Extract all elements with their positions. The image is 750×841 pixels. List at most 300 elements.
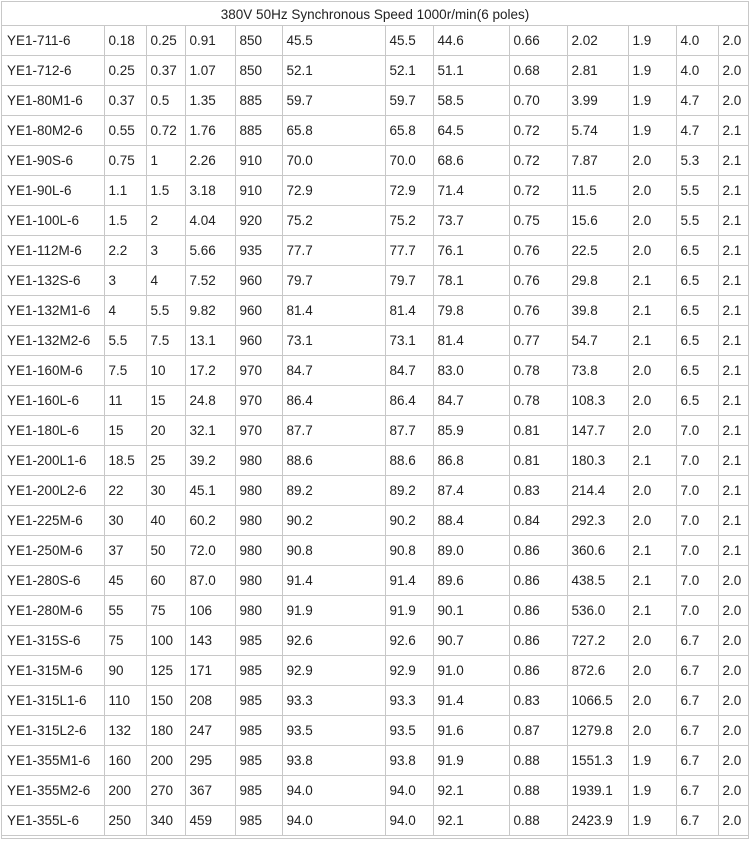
value-cell: 2.0 <box>628 626 676 656</box>
value-cell: 68.6 <box>433 146 509 176</box>
value-cell: 147.7 <box>567 416 628 446</box>
value-cell: 970 <box>235 356 282 386</box>
value-cell: 1.9 <box>628 746 676 776</box>
value-cell: 0.72 <box>146 116 185 146</box>
value-cell: 39.8 <box>567 296 628 326</box>
value-cell: 132 <box>104 716 146 746</box>
value-cell: 2.0 <box>718 746 748 776</box>
table-row <box>2 266 748 296</box>
value-cell: 247 <box>185 716 235 746</box>
value-cell: 0.66 <box>509 26 567 56</box>
model-cell: YE1-132M2-6 <box>2 326 104 356</box>
value-cell: 52.1 <box>385 56 433 86</box>
value-cell: 2.0 <box>718 686 748 716</box>
value-cell: 54.7 <box>567 326 628 356</box>
table-row <box>2 236 748 266</box>
value-cell: 0.72 <box>509 116 567 146</box>
value-cell: 850 <box>235 26 282 56</box>
value-cell: 65.8 <box>385 116 433 146</box>
value-cell: 1.9 <box>628 776 676 806</box>
value-cell: 0.91 <box>185 26 235 56</box>
value-cell: 90.8 <box>282 536 385 566</box>
value-cell: 3.99 <box>567 86 628 116</box>
value-cell: 160 <box>104 746 146 776</box>
value-cell: 93.8 <box>282 746 385 776</box>
value-cell: 7.0 <box>676 416 718 446</box>
value-cell: 0.70 <box>509 86 567 116</box>
value-cell: 75 <box>146 596 185 626</box>
value-cell: 91.4 <box>385 566 433 596</box>
value-cell: 81.4 <box>385 296 433 326</box>
value-cell: 2.1 <box>628 566 676 596</box>
value-cell: 4 <box>146 266 185 296</box>
model-cell: YE1-200L2-6 <box>2 476 104 506</box>
value-cell: 2.26 <box>185 146 235 176</box>
value-cell: 872.6 <box>567 656 628 686</box>
value-cell: 980 <box>235 596 282 626</box>
value-cell: 2.0 <box>628 386 676 416</box>
value-cell: 0.88 <box>509 806 567 836</box>
value-cell: 2.1 <box>718 176 748 206</box>
value-cell: 22 <box>104 476 146 506</box>
value-cell: 6.7 <box>676 716 718 746</box>
value-cell: 2.0 <box>628 476 676 506</box>
value-cell: 25 <box>146 446 185 476</box>
value-cell: 0.75 <box>509 206 567 236</box>
value-cell: 171 <box>185 656 235 686</box>
value-cell: 980 <box>235 506 282 536</box>
table-row <box>2 416 748 446</box>
value-cell: 32.1 <box>185 416 235 446</box>
value-cell: 0.84 <box>509 506 567 536</box>
value-cell: 985 <box>235 716 282 746</box>
value-cell: 93.8 <box>385 746 433 776</box>
value-cell: 90 <box>104 656 146 686</box>
model-cell: YE1-225M-6 <box>2 506 104 536</box>
value-cell: 93.3 <box>385 686 433 716</box>
value-cell: 1551.3 <box>567 746 628 776</box>
value-cell: 980 <box>235 446 282 476</box>
value-cell: 4.04 <box>185 206 235 236</box>
value-cell: 2.1 <box>718 236 748 266</box>
value-cell: 985 <box>235 746 282 776</box>
value-cell: 143 <box>185 626 235 656</box>
value-cell: 125 <box>146 656 185 686</box>
value-cell: 0.55 <box>104 116 146 146</box>
model-cell: YE1-200L1-6 <box>2 446 104 476</box>
value-cell: 91.6 <box>433 716 509 746</box>
value-cell: 0.78 <box>509 356 567 386</box>
value-cell: 910 <box>235 176 282 206</box>
value-cell: 2.0 <box>628 686 676 716</box>
value-cell: 93.5 <box>282 716 385 746</box>
value-cell: 0.83 <box>509 686 567 716</box>
table-row <box>2 356 748 386</box>
value-cell: 885 <box>235 116 282 146</box>
value-cell: 985 <box>235 776 282 806</box>
model-cell: YE1-112M-6 <box>2 236 104 266</box>
value-cell: 87.4 <box>433 476 509 506</box>
value-cell: 45.5 <box>282 26 385 56</box>
value-cell: 7.87 <box>567 146 628 176</box>
value-cell: 87.7 <box>385 416 433 446</box>
value-cell: 1.07 <box>185 56 235 86</box>
value-cell: 2.1 <box>718 476 748 506</box>
value-cell: 459 <box>185 806 235 836</box>
value-cell: 295 <box>185 746 235 776</box>
value-cell: 7.5 <box>104 356 146 386</box>
value-cell: 367 <box>185 776 235 806</box>
value-cell: 70.0 <box>385 146 433 176</box>
value-cell: 6.7 <box>676 626 718 656</box>
value-cell: 250 <box>104 806 146 836</box>
model-cell: YE1-90S-6 <box>2 146 104 176</box>
value-cell: 77.7 <box>385 236 433 266</box>
value-cell: 6.5 <box>676 266 718 296</box>
value-cell: 1.35 <box>185 86 235 116</box>
value-cell: 59.7 <box>385 86 433 116</box>
value-cell: 60 <box>146 566 185 596</box>
value-cell: 29.8 <box>567 266 628 296</box>
model-cell: YE1-80M2-6 <box>2 116 104 146</box>
value-cell: 7.0 <box>676 566 718 596</box>
value-cell: 960 <box>235 266 282 296</box>
table-row <box>2 746 748 776</box>
value-cell: 5.66 <box>185 236 235 266</box>
value-cell: 200 <box>146 746 185 776</box>
value-cell: 65.8 <box>282 116 385 146</box>
value-cell: 91.9 <box>385 596 433 626</box>
value-cell: 910 <box>235 146 282 176</box>
value-cell: 2.1 <box>718 146 748 176</box>
value-cell: 7.0 <box>676 506 718 536</box>
value-cell: 0.37 <box>104 86 146 116</box>
model-cell: YE1-280M-6 <box>2 596 104 626</box>
value-cell: 1939.1 <box>567 776 628 806</box>
model-cell: YE1-712-6 <box>2 56 104 86</box>
table-row <box>2 86 748 116</box>
value-cell: 1066.5 <box>567 686 628 716</box>
value-cell: 0.86 <box>509 596 567 626</box>
value-cell: 75.2 <box>385 206 433 236</box>
value-cell: 7.0 <box>676 476 718 506</box>
value-cell: 11.5 <box>567 176 628 206</box>
value-cell: 91.9 <box>282 596 385 626</box>
value-cell: 40 <box>146 506 185 536</box>
value-cell: 93.5 <box>385 716 433 746</box>
value-cell: 92.6 <box>282 626 385 656</box>
value-cell: 960 <box>235 326 282 356</box>
value-cell: 980 <box>235 566 282 596</box>
value-cell: 2.1 <box>718 266 748 296</box>
value-cell: 1.76 <box>185 116 235 146</box>
value-cell: 1.5 <box>146 176 185 206</box>
value-cell: 84.7 <box>282 356 385 386</box>
model-cell: YE1-355M1-6 <box>2 746 104 776</box>
value-cell: 2.1 <box>628 326 676 356</box>
value-cell: 75 <box>104 626 146 656</box>
value-cell: 90.8 <box>385 536 433 566</box>
value-cell: 84.7 <box>433 386 509 416</box>
value-cell: 73.8 <box>567 356 628 386</box>
model-cell: YE1-80M1-6 <box>2 86 104 116</box>
value-cell: 94.0 <box>282 806 385 836</box>
value-cell: 92.1 <box>433 806 509 836</box>
value-cell: 2.1 <box>718 206 748 236</box>
value-cell: 88.4 <box>433 506 509 536</box>
value-cell: 6.5 <box>676 386 718 416</box>
value-cell: 71.4 <box>433 176 509 206</box>
value-cell: 1.9 <box>628 26 676 56</box>
value-cell: 91.4 <box>433 686 509 716</box>
value-cell: 106 <box>185 596 235 626</box>
value-cell: 980 <box>235 536 282 566</box>
value-cell: 0.88 <box>509 746 567 776</box>
value-cell: 2.1 <box>718 416 748 446</box>
value-cell: 0.81 <box>509 416 567 446</box>
value-cell: 0.76 <box>509 266 567 296</box>
value-cell: 75.2 <box>282 206 385 236</box>
table-row <box>2 656 748 686</box>
value-cell: 850 <box>235 56 282 86</box>
value-cell: 5.3 <box>676 146 718 176</box>
value-cell: 0.77 <box>509 326 567 356</box>
table-row <box>2 446 748 476</box>
value-cell: 270 <box>146 776 185 806</box>
table-row <box>2 536 748 566</box>
value-cell: 970 <box>235 416 282 446</box>
value-cell: 2.0 <box>718 596 748 626</box>
value-cell: 17.2 <box>185 356 235 386</box>
value-cell: 2.1 <box>718 446 748 476</box>
value-cell: 3 <box>104 266 146 296</box>
value-cell: 5.5 <box>146 296 185 326</box>
value-cell: 108.3 <box>567 386 628 416</box>
model-cell: YE1-180L-6 <box>2 416 104 446</box>
model-cell: YE1-315M-6 <box>2 656 104 686</box>
value-cell: 2.1 <box>718 356 748 386</box>
value-cell: 90.2 <box>282 506 385 536</box>
model-cell: YE1-280S-6 <box>2 566 104 596</box>
value-cell: 4.0 <box>676 26 718 56</box>
value-cell: 2.0 <box>718 806 748 836</box>
value-cell: 2.1 <box>718 116 748 146</box>
table-row <box>2 476 748 506</box>
table-row <box>2 116 748 146</box>
value-cell: 0.25 <box>146 26 185 56</box>
value-cell: 92.9 <box>282 656 385 686</box>
value-cell: 60.2 <box>185 506 235 536</box>
spec-sheet <box>1 1 749 839</box>
value-cell: 1.9 <box>628 86 676 116</box>
model-cell: YE1-355L-6 <box>2 806 104 836</box>
value-cell: 2.0 <box>628 416 676 446</box>
table-row <box>2 296 748 326</box>
value-cell: 90.7 <box>433 626 509 656</box>
value-cell: 2.1 <box>718 536 748 566</box>
model-cell: YE1-90L-6 <box>2 176 104 206</box>
value-cell: 340 <box>146 806 185 836</box>
value-cell: 15 <box>104 416 146 446</box>
value-cell: 0.25 <box>104 56 146 86</box>
value-cell: 0.87 <box>509 716 567 746</box>
value-cell: 81.4 <box>282 296 385 326</box>
value-cell: 64.5 <box>433 116 509 146</box>
value-cell: 20 <box>146 416 185 446</box>
value-cell: 30 <box>146 476 185 506</box>
value-cell: 2.81 <box>567 56 628 86</box>
value-cell: 1.9 <box>628 56 676 86</box>
model-cell: YE1-315S-6 <box>2 626 104 656</box>
value-cell: 985 <box>235 806 282 836</box>
model-cell: YE1-355M2-6 <box>2 776 104 806</box>
value-cell: 87.0 <box>185 566 235 596</box>
model-cell: YE1-315L2-6 <box>2 716 104 746</box>
value-cell: 5.74 <box>567 116 628 146</box>
value-cell: 78.1 <box>433 266 509 296</box>
value-cell: 50 <box>146 536 185 566</box>
value-cell: 985 <box>235 686 282 716</box>
value-cell: 985 <box>235 656 282 686</box>
model-cell: YE1-250M-6 <box>2 536 104 566</box>
value-cell: 180 <box>146 716 185 746</box>
value-cell: 1.9 <box>628 116 676 146</box>
value-cell: 91.4 <box>282 566 385 596</box>
table-row <box>2 146 748 176</box>
value-cell: 2.0 <box>718 626 748 656</box>
value-cell: 0.86 <box>509 656 567 686</box>
value-cell: 0.76 <box>509 236 567 266</box>
value-cell: 72.9 <box>282 176 385 206</box>
value-cell: 6.7 <box>676 806 718 836</box>
value-cell: 6.5 <box>676 296 718 326</box>
value-cell: 15 <box>146 386 185 416</box>
value-cell: 2.0 <box>718 656 748 686</box>
value-cell: 0.86 <box>509 536 567 566</box>
value-cell: 7.5 <box>146 326 185 356</box>
value-cell: 3 <box>146 236 185 266</box>
value-cell: 86.4 <box>282 386 385 416</box>
value-cell: 91.9 <box>433 746 509 776</box>
value-cell: 2.0 <box>718 716 748 746</box>
value-cell: 0.75 <box>104 146 146 176</box>
table-row <box>2 806 748 836</box>
value-cell: 18.5 <box>104 446 146 476</box>
value-cell: 44.6 <box>433 26 509 56</box>
value-cell: 5.5 <box>676 176 718 206</box>
value-cell: 208 <box>185 686 235 716</box>
model-cell: YE1-100L-6 <box>2 206 104 236</box>
value-cell: 100 <box>146 626 185 656</box>
value-cell: 7.52 <box>185 266 235 296</box>
value-cell: 79.7 <box>385 266 433 296</box>
value-cell: 94.0 <box>282 776 385 806</box>
value-cell: 93.3 <box>282 686 385 716</box>
model-cell: YE1-160M-6 <box>2 356 104 386</box>
value-cell: 2.0 <box>628 176 676 206</box>
value-cell: 89.2 <box>282 476 385 506</box>
table-row <box>2 596 748 626</box>
motor-spec-table <box>2 26 748 836</box>
value-cell: 6.5 <box>676 326 718 356</box>
value-cell: 86.4 <box>385 386 433 416</box>
value-cell: 89.2 <box>385 476 433 506</box>
value-cell: 2.1 <box>718 506 748 536</box>
value-cell: 0.86 <box>509 566 567 596</box>
table-caption: 380V 50Hz Synchronous Speed 1000r/min(6 poles) <box>2 2 748 26</box>
value-cell: 727.2 <box>567 626 628 656</box>
value-cell: 0.72 <box>509 146 567 176</box>
value-cell: 77.7 <box>282 236 385 266</box>
value-cell: 2 <box>146 206 185 236</box>
value-cell: 6.7 <box>676 776 718 806</box>
value-cell: 180.3 <box>567 446 628 476</box>
value-cell: 970 <box>235 386 282 416</box>
value-cell: 2.2 <box>104 236 146 266</box>
value-cell: 2.1 <box>628 266 676 296</box>
value-cell: 91.0 <box>433 656 509 686</box>
model-cell: YE1-315L1-6 <box>2 686 104 716</box>
value-cell: 90.1 <box>433 596 509 626</box>
value-cell: 2.02 <box>567 26 628 56</box>
value-cell: 81.4 <box>433 326 509 356</box>
value-cell: 2.1 <box>718 386 748 416</box>
table-row <box>2 506 748 536</box>
value-cell: 92.9 <box>385 656 433 686</box>
value-cell: 2.0 <box>628 236 676 266</box>
value-cell: 73.1 <box>385 326 433 356</box>
value-cell: 83.0 <box>433 356 509 386</box>
value-cell: 0.83 <box>509 476 567 506</box>
value-cell: 6.7 <box>676 746 718 776</box>
value-cell: 2.0 <box>718 566 748 596</box>
value-cell: 2.1 <box>628 536 676 566</box>
table-row <box>2 626 748 656</box>
value-cell: 88.6 <box>385 446 433 476</box>
value-cell: 9.82 <box>185 296 235 326</box>
value-cell: 2.0 <box>718 26 748 56</box>
value-cell: 935 <box>235 236 282 266</box>
value-cell: 0.72 <box>509 176 567 206</box>
table-row <box>2 686 748 716</box>
table-row <box>2 26 748 56</box>
model-cell: YE1-132S-6 <box>2 266 104 296</box>
value-cell: 10 <box>146 356 185 386</box>
value-cell: 58.5 <box>433 86 509 116</box>
value-cell: 1279.8 <box>567 716 628 746</box>
value-cell: 2.0 <box>718 86 748 116</box>
value-cell: 22.5 <box>567 236 628 266</box>
value-cell: 3.18 <box>185 176 235 206</box>
value-cell: 6.5 <box>676 356 718 386</box>
value-cell: 2.0 <box>718 776 748 806</box>
value-cell: 980 <box>235 476 282 506</box>
table-row <box>2 176 748 206</box>
value-cell: 45.1 <box>185 476 235 506</box>
value-cell: 86.8 <box>433 446 509 476</box>
value-cell: 92.6 <box>385 626 433 656</box>
value-cell: 0.78 <box>509 386 567 416</box>
value-cell: 30 <box>104 506 146 536</box>
value-cell: 89.6 <box>433 566 509 596</box>
value-cell: 90.2 <box>385 506 433 536</box>
value-cell: 72.9 <box>385 176 433 206</box>
value-cell: 87.7 <box>282 416 385 446</box>
value-cell: 6.7 <box>676 656 718 686</box>
value-cell: 5.5 <box>104 326 146 356</box>
model-cell: YE1-160L-6 <box>2 386 104 416</box>
value-cell: 6.7 <box>676 686 718 716</box>
